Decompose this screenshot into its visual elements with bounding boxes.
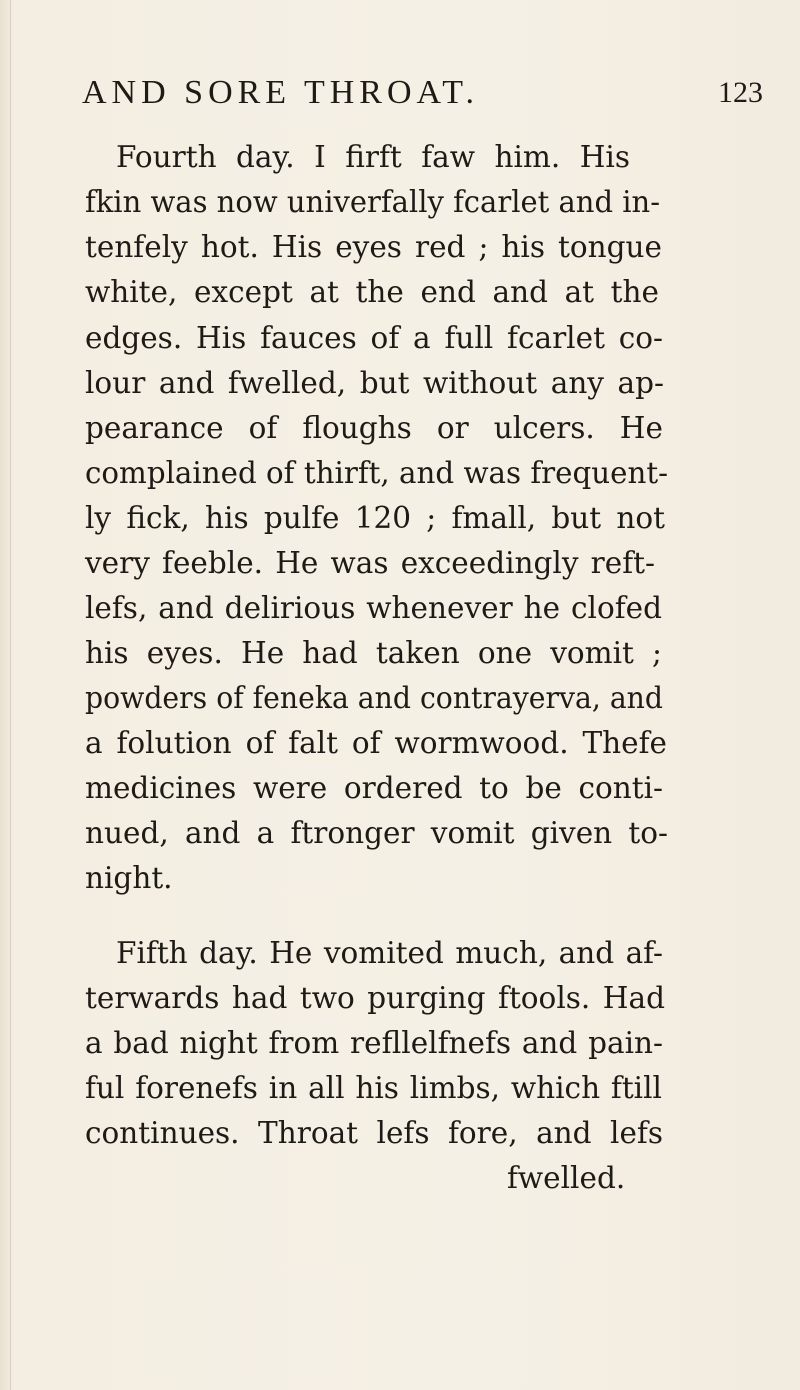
paragraph-1-line-17: night. <box>85 861 173 895</box>
paragraph-1-line-6: lour and fwelled, but without any ap- <box>85 366 664 400</box>
paragraph-1-line-2: fkin was now univerfally fcarlet and in- <box>85 185 660 219</box>
paragraph-2-line-5: continues. Throat lefs fore, and lefs <box>85 1116 663 1150</box>
paragraph-2-line-2: terwards had two purging ftools. Had <box>85 981 665 1015</box>
paragraph-2-line-1: Fifth day. He vomited much, and af- <box>116 936 663 970</box>
running-head-title: AND SORE THROAT. <box>82 74 480 111</box>
paragraph-1-line-5: edges. His fauces of a full fcarlet co- <box>85 321 663 355</box>
paragraph-2-line-4: ful forenefs in all his limbs, which ftill <box>85 1071 662 1105</box>
paragraph-1-line-3: tenfely hot. His eyes red ; his tongue <box>85 230 662 264</box>
paragraph-1-line-13: powders of feneka and contrayerva, and <box>85 681 663 715</box>
page-gutter-edge <box>10 0 11 1390</box>
paragraph-1-line-12: his eyes. He had taken one vomit ; <box>85 636 662 670</box>
paragraph-1-line-7: pearance of floughs or ulcers. He <box>85 411 663 445</box>
paragraph-1-line-1: Fourth day. I firft faw him. His <box>116 140 630 174</box>
paragraph-2-line-6: fwelled. <box>507 1161 626 1195</box>
paragraph-1-line-15: medicines were ordered to be conti- <box>85 771 663 805</box>
paragraph-1-line-10: very feeble. He was exceedingly reft- <box>85 546 655 580</box>
page-number: 123 <box>718 76 763 109</box>
paragraph-2-line-3: a bad night from refllelfnefs and pain- <box>85 1026 663 1060</box>
paragraph-1-line-4: white, except at the end and at the <box>85 275 659 309</box>
paragraph-1-line-14: a folution of falt of wormwood. Thefe <box>85 726 667 760</box>
paragraph-1-line-9: ly fick, his pulfe 120 ; fmall, but not <box>85 501 665 535</box>
paragraph-1-line-8: complained of thirft, and was frequent- <box>85 456 668 490</box>
paragraph-1-line-16: nued, and a ftronger vomit given to- <box>85 816 668 850</box>
paragraph-1-line-11: lefs, and delirious whenever he clofed <box>85 591 662 625</box>
